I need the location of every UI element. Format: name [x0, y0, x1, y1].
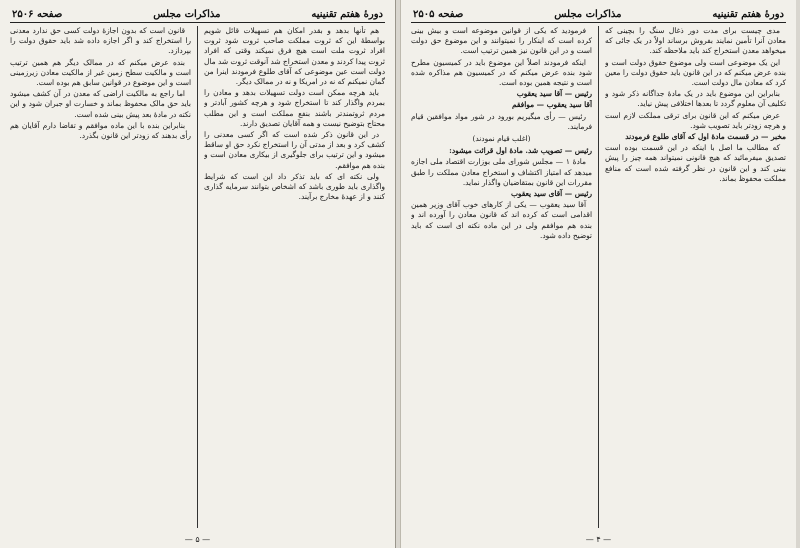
right-page-left-column	[411, 26, 592, 528]
right-page-footer: — ۴ —	[585, 535, 612, 544]
right-page-header	[411, 6, 786, 23]
speaker-line: رئیس — آقا سید یعقوب	[516, 89, 592, 99]
paragraph: باید هرچه ممکن است دولت تسهیلات بدهد و معادن را بمردم واگذار کند تا استخراج شود و هرچه کشور آبادتر و مردم ثروتمندتر باشند بنفع مملکت است و این مطلب محتاج بتوضیح نیست و همه آقایان تصدیق دارند.	[204, 88, 385, 128]
paragraph: هم تأنها بدهد و بقدر امکان هم تسهیلات قائل شویم بواسطهٔ این که ثروت مملکت صاحب ثروت شود ثروت افراد ثروت ملت است هیچ فرق نمیکند وقتی که افراد ثروت پیدا کردند و معدن استخراج شد آنوقت ثروت شد مال دولت است عین موضوعی که آقای طلوع فرمودند اینرا من گمان نمیکنم که نه در امریکا و نه در ممالک دیگر.	[204, 26, 385, 87]
paragraph: ولی نکته ای که باید تذکر داد این است که شرایط واگذاری باید طوری باشد که اشخاص بتوانند سرمایه گذاری کنند و از عهدهٔ مخارج برآیند.	[204, 171, 385, 202]
right-session-title: دورهٔ هفتم تقنینیه	[712, 8, 784, 20]
left-section-title: مذاکرات مجلس	[153, 8, 221, 20]
paragraph: رئیس — رأی میگیریم بورود در شور مواد موافقین قیام فرمایند.	[411, 111, 592, 131]
right-page-right-column	[605, 26, 786, 528]
right-page-number: صفحه ۲۵۰۵	[413, 8, 464, 20]
column-divider	[598, 26, 599, 528]
paragraph: این یک موضوعی است ولی موضوع حقوق دولت است و بنده عرض میکنم که در این قانون باید حقوق دولت را معین کرد که معادن مال دولت است.	[605, 57, 786, 88]
paragraph: آقا سید یعقوب — یکی از کارهای خوب آقای وزیر همین اقدامی است که کرده اند که قانون معادن را آورده اند و بنده هم موافقم ولی در این ماده نکته ای است که باید توضیح داده شود.	[411, 200, 592, 240]
paragraph: در این قانون ذکر شده است که اگر کسی معدنی را کشف کرد و بعد از مدتی آن را استخراج نکرد حق او ساقط میشود و این ترتیب برای جلوگیری از بیکاری معادن است و بنده هم موافقم.	[204, 130, 385, 170]
speaker-line: مخبر — در قسمت مادهٔ اول که آقای طلوع فرمودند	[625, 132, 786, 142]
paragraph: بنابراین این موضوع باید در یک مادهٔ جداگانه ذکر شود و تکلیف آن معلوم گردد تا بعدها اختلافی پیش نیاید.	[605, 89, 786, 109]
right-page-columns	[411, 26, 786, 528]
procedural-note: (اغلب قیام نمودند)	[472, 134, 531, 144]
left-session-title: دورهٔ هفتم تقنینیه	[311, 8, 383, 20]
left-page-footer: — ۵ —	[184, 535, 211, 544]
paragraph: مادهٔ ۱ — مجلس شورای ملی بوزارت اقتصاد ملی اجازه میدهد که امتیاز اکتشاف و استخراج معادن مملکت را طبق مقررات این قانون بمتقاضیان واگذار نماید.	[411, 157, 592, 187]
paragraph: عرض میکنم که این قانون برای ترقی مملکت لازم است و هرچه زودتر باید تصویب شود.	[605, 110, 786, 130]
left-page-left-column	[10, 26, 191, 528]
left-page-right-column	[204, 26, 385, 528]
column-divider	[197, 26, 198, 528]
paragraph: بنده عرض میکنم که در ممالک دیگر هم همین ترتیب است و مالکیت سطح زمین غیر از مالکیت معادن زیرزمینی است و این موضوع در قوانین سابق هم بوده است.	[10, 57, 191, 88]
left-page-number: صفحه ۲۵۰۶	[12, 8, 63, 20]
left-page-header	[10, 6, 385, 23]
paragraph: مدی چیست برای مدت دور ذغال سنگ را بچینی که معادن آنرا تأمین نمایند بفروش برساند اولاً در یک جائی که میخواهد معدن استخراج کند باید ملاحظه کند.	[605, 26, 786, 56]
left-page	[0, 0, 396, 548]
speaker-line: آقا سید یعقوب — موافقم	[512, 100, 592, 110]
paragraph: قانون است که بدون اجازهٔ دولت کسی حق ندارد معدنی را استخراج کند و اگر اجازه داده شد باید حقوق دولت را بپردازد.	[10, 26, 191, 56]
right-section-title: مذاکرات مجلس	[554, 8, 622, 20]
paragraph: که مطالب ما اصل با اینکه در این قسمت بوده است تصدیق میفرمائید که هیچ قانونی نمیتواند همه چیز را پیش بینی کند و این قانون در نظر گرفته شده است که منافع مملکت محفوظ بماند.	[605, 143, 786, 183]
left-page-columns	[10, 26, 385, 528]
speaker-line: رئیس — تصویب شد. مادهٔ اول قرائت میشود:	[449, 146, 592, 156]
paragraph: فرمودید که یکی از قوانین موضوعه است و بیش بینی کرده است که اینکار را نمیتوانند و این موضوع حق دولت است و در این قانون نیز همین ترتیب است.	[411, 26, 592, 56]
speaker-line: رئیس — آقای سید یعقوب	[510, 189, 592, 199]
right-page	[400, 0, 796, 548]
paragraph: اینکه فرمودند اصلاً این موضوع باید در کمیسیون مطرح شود بنده عرض میکنم که در کمیسیون هم مذاکره شده است و نتیجه همین بوده است.	[411, 57, 592, 88]
paragraph: بنابراین بنده با این ماده موافقم و تقاضا دارم آقایان هم رأی بدهند که زودتر این قانون بگذرد.	[10, 120, 191, 141]
paragraph: اما راجع به مالکیت اراضی که معدن در آن کشف میشود باید حق مالک محفوظ بماند و خسارت او جبران شود و این نکته در مادهٔ بعد پیش بینی شده است.	[10, 89, 191, 119]
